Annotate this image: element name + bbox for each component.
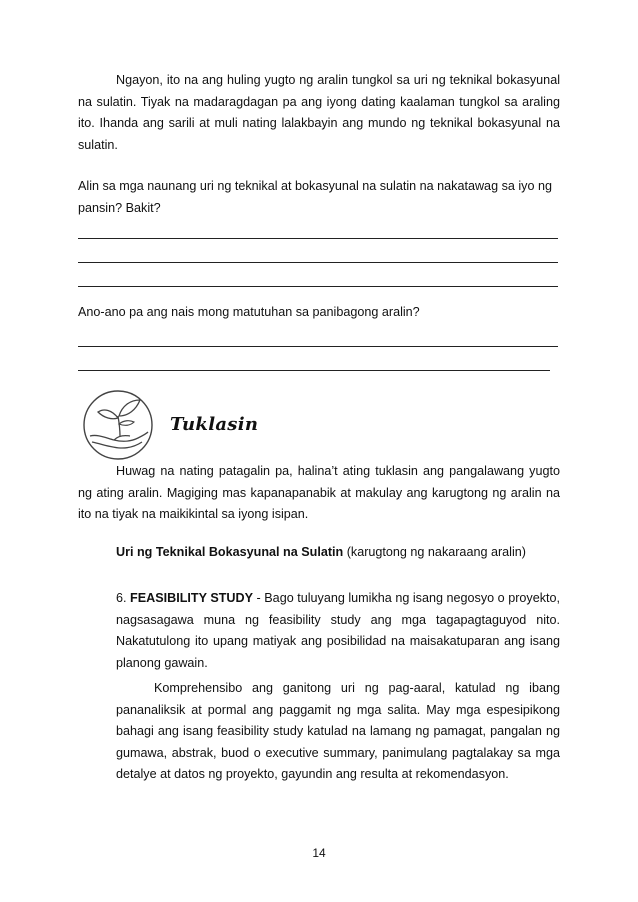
answer-line[interactable]	[78, 286, 558, 287]
subheading	[116, 542, 560, 564]
item-number: 6.	[116, 591, 131, 605]
item-text: - Bago tuluyang lumikha ng isang negosyo o proyekto, nagsasagawa muna ng feasibility study ang mga tagapagtaguyod nito. Nakatutulong ito upang matiyak ang posibilidad na maisakatuparan ang isang planong gawain.	[116, 591, 561, 670]
subheading-note: (karugtong ng nakaraang aralin)	[343, 545, 526, 559]
answer-line[interactable]	[78, 262, 558, 263]
answer-line[interactable]	[78, 370, 550, 371]
item-6-paragraph	[116, 588, 560, 674]
question-1: Alin sa mga naunang uri ng teknikal at bokasyunal na sulatin na nakatawag sa iyo ng pansin? Bakit?	[78, 179, 552, 215]
hand-sprout-icon	[78, 388, 160, 462]
answer-line[interactable]	[78, 238, 558, 239]
question-2: Ano-ano pa ang nais mong matutuhan sa panibagong aralin?	[78, 305, 420, 319]
intro-paragraph: Ngayon, ito na ang huling yugto ng aralin tungkol sa uri ng teknikal bokasyunal na sulatin. Tiyak na madaragdagan pa ang iyong dating kaalaman tungkol sa araling ito. Ihanda ang sarili at muli nating lalakbayin ang mundo ng teknikal bokasyunal na sulatin.	[78, 73, 560, 152]
tuklasin-paragraph: Huwag na nating patagalin pa, halina’t ating tuklasin ang pangalawang yugto ng ating aralin. Magiging mas kapanapanabik at makulay ang karugtong ng aralin na ito na tiyak na maikikintal sa iyong isipan.	[78, 464, 560, 521]
answer-line[interactable]	[78, 346, 558, 347]
item-6-paragraph-2: Komprehensibo ang ganitong uri ng pag-aaral, katulad ng ibang pananaliksik at pormal ang paggamit ng mga salita. May mga espesipikong bahagi ang isang feasibility study katulad na lamang ng pamagat, pangalan ng gumawa, abstrak, buod o executive summary, panimulang pagtalakay sa mga detalye at datos ng proyekto, gayundin ang resulta at rekomendasyon.	[116, 681, 560, 781]
page-number: 14	[312, 846, 326, 860]
subheading-title: Uri ng Teknikal Bokasyunal na Sulatin	[116, 545, 344, 559]
section-title: Tuklasin	[170, 414, 259, 435]
item-term: FEASIBILITY STUDY	[130, 591, 254, 605]
